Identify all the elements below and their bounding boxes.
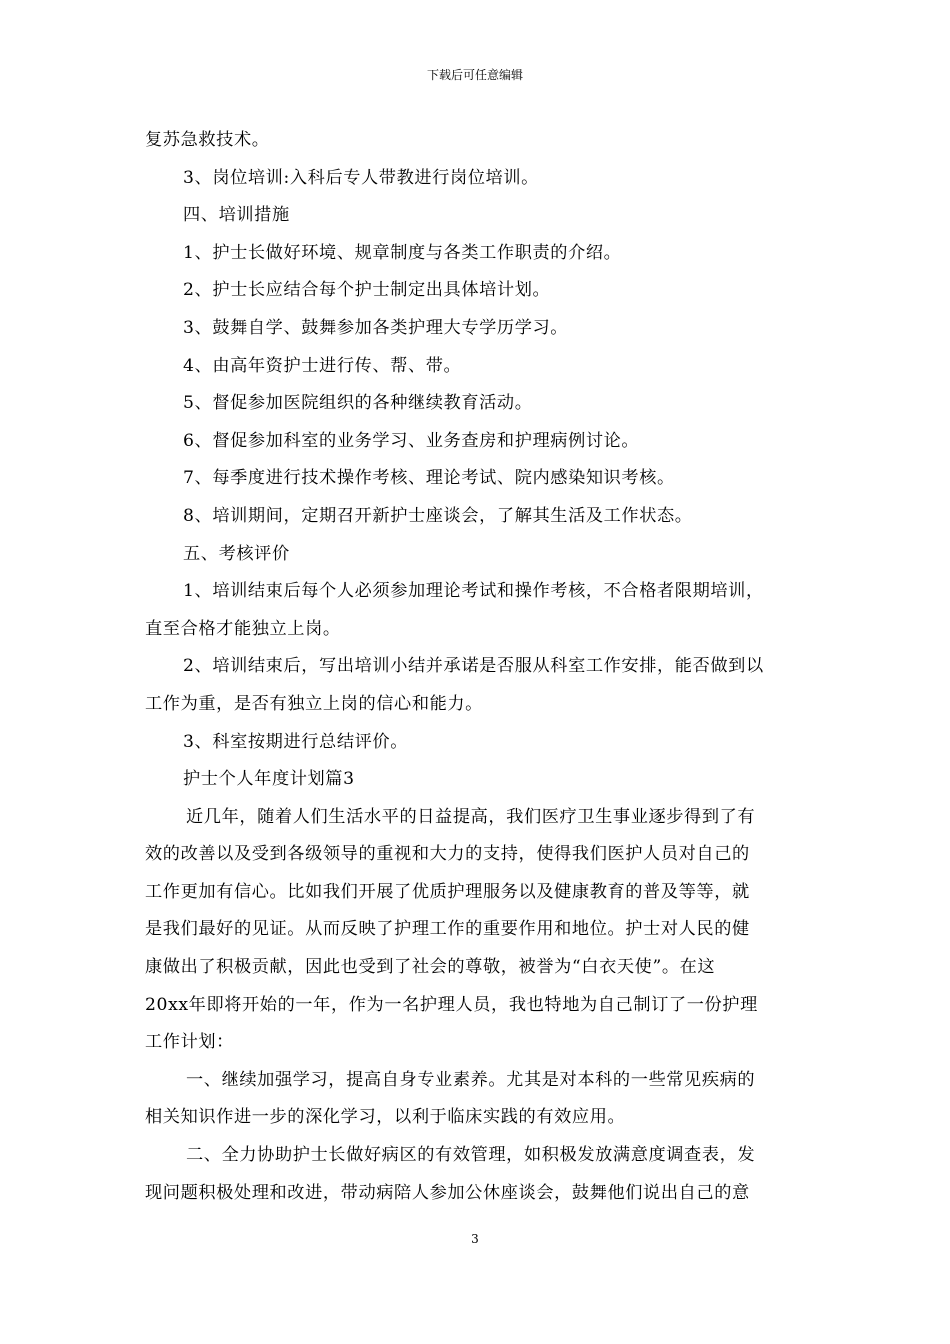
text-line: 近几年，随着人们生活水平的日益提高，我们医疗卫生事业逐步得到了有 <box>186 806 756 827</box>
section-heading: 五、考核评价 <box>183 543 290 564</box>
text-line: 直至合格才能独立上岗。 <box>145 618 341 639</box>
page-header: 下载后可任意编辑 <box>426 68 523 82</box>
text-line: 4、由高年资护士进行传、帮、带。 <box>183 355 462 376</box>
text-line: 1、护士长做好环境、规章制度与各类工作职责的介绍。 <box>183 242 622 263</box>
page-number: 3 <box>471 1232 479 1246</box>
text-line: 一、继续加强学习，提高自身专业素养。尤其是对本科的一些常见疾病的 <box>186 1069 756 1090</box>
text-line: 是我们最好的见证。从而反映了护理工作的重要作用和地位。护士对人民的健 <box>145 919 750 940</box>
text-line: 2、护士长应结合每个护士制定出具体培计划。 <box>183 280 551 301</box>
text-line: 2、培训结束后，写出培训小结并承诺是否服从科室工作安排，能否做到以 <box>183 656 764 677</box>
section-heading: 四、培训措施 <box>183 205 290 226</box>
text-line: 7、每季度进行技术操作考核、理论考试、院内感染知识考核。 <box>183 468 675 489</box>
text-line: 工作计划： <box>145 1032 234 1053</box>
text-line: 复苏急救技术。 <box>145 130 270 150</box>
text-line: 相关知识作进一步的深化学习，以利于临床实践的有效应用。 <box>145 1107 626 1128</box>
text-line: 现问题积极处理和改进，带动病陪人参加公休座谈会，鼓舞他们说出自己的意 <box>145 1182 750 1203</box>
text-line: 工作更加有信心。比如我们开展了优质护理服务以及健康教育的普及等等，就 <box>145 881 750 902</box>
text-line: 5、督促参加医院组织的各种继续教育活动。 <box>183 393 533 414</box>
text-line: 3、科室按期进行总结评价。 <box>183 731 408 752</box>
section-title: 护士个人年度计划篇3 <box>183 769 355 790</box>
text-line: 二、全力协助护士长做好病区的有效管理，如积极发放满意度调查表，发 <box>186 1145 756 1166</box>
text-line: 8、培训期间，定期召开新护士座谈会，了解其生活及工作状态。 <box>183 505 693 526</box>
text-line: 工作为重，是否有独立上岗的信心和能力。 <box>145 693 483 714</box>
text-line: 6、督促参加科室的业务学习、业务查房和护理病例讨论。 <box>183 430 640 451</box>
text-line: 20xx年即将开始的一年，作为一名护理人员，我也特地为自己制订了一份护理 <box>145 994 758 1015</box>
text-line: 康做出了积极贡献，因此也受到了社会的尊敬，被誉为“白衣天使”。在这 <box>145 957 716 978</box>
text-line: 1、培训结束后每个人必须参加理论考试和操作考核，不合格者限期培训， <box>183 581 764 602</box>
text-line: 3、岗位培训:入科后专人带教进行岗位培训。 <box>183 167 539 188</box>
text-line: 效的改善以及受到各级领导的重视和大力的支持，使得我们医护人员对自己的 <box>145 844 750 865</box>
document-body <box>145 122 815 1212</box>
text-line: 3、鼓舞自学、鼓舞参加各类护理大专学历学习。 <box>183 317 569 338</box>
